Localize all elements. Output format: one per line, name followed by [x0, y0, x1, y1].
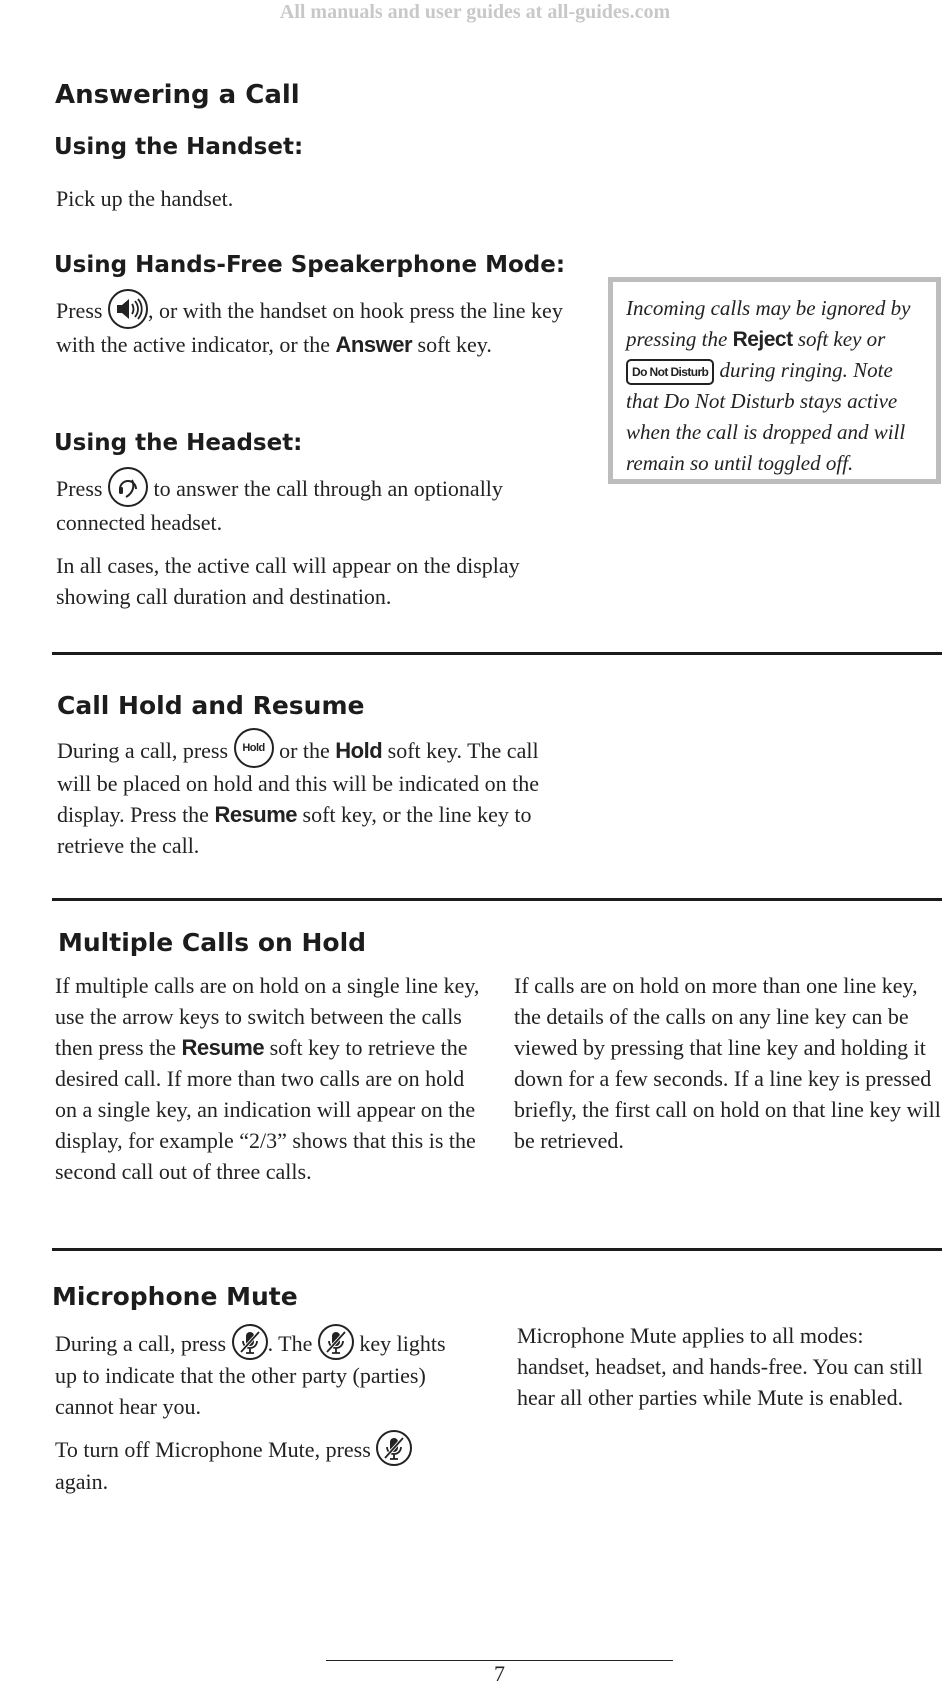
mute-text-1: During a call, press . The key lights up to indicate that the other party (parties) cannot hear you. [55, 1328, 465, 1422]
hold-key-icon: Hold [234, 728, 274, 768]
answering-title: Answering a Call [55, 80, 300, 110]
mute-right-text: Microphone Mute applies to all modes: handset, headset, and hands-free. You can still hear all other parties while Mute is enabled. [517, 1323, 923, 1410]
multiple-title: Multiple Calls on Hold [58, 928, 367, 957]
mute-icon [376, 1430, 412, 1466]
section-divider [52, 898, 942, 901]
watermark: All manuals and user guides at all-guides.com [279, 1, 671, 23]
headset-icon [108, 467, 148, 507]
mute-title: Microphone Mute [52, 1282, 298, 1311]
handset-heading: Using the Handset: [54, 134, 304, 160]
handset-text: Pick up the handset. [56, 186, 234, 211]
section-divider [52, 1248, 942, 1251]
reject-note-text: Incoming calls may be ignored by pressing the Reject soft key or Do Not Disturb during ringing. Note that Do Not Disturb stays active when the call is dropped and will remain so until toggled off. [626, 296, 911, 475]
speaker-heading: Using Hands-Free Speakerphone Mode: [54, 252, 566, 278]
speaker-text: Press , or with the handset on hook press the line key with the active indicator, or the Answer soft key. [56, 295, 566, 360]
multiple-left-text: If multiple calls are on hold on a single line key, use the arrow keys to switch between the calls then press the Resume soft key to retrieve the desired call. If more than two calls are on hold on a single key, an indication will appear on the display, for example “2/3” shows that this is the second call out of three calls. [55, 973, 480, 1184]
hold-text: During a call, press Hold or the Hold soft key. The call will be placed on hold and this will be indicated on the display. Press the Resume soft key, or the line key to retrieve the call. [57, 735, 557, 861]
do-not-disturb-key-icon: Do Not Disturb [626, 359, 714, 385]
all-cases-text: In all cases, the active call will appear on the display showing call duration and destination. [56, 553, 520, 609]
reject-note-box [608, 277, 941, 484]
multiple-right-text: If calls are on hold on more than one line key, the details of the calls on any line key can be viewed by pressing that line key and holding it down for a few seconds. If a line key is pressed briefly, the first call on hold on that line key will be retrieved. [514, 973, 941, 1153]
hold-title: Call Hold and Resume [57, 691, 365, 720]
headset-text: Press to answer the call through an optionally connected headset. [56, 473, 526, 538]
speaker-icon [108, 289, 148, 329]
section-divider [52, 652, 942, 655]
mute-text-2: To turn off Microphone Mute, press again. [55, 1434, 465, 1497]
page-number: 7 [494, 1661, 505, 1686]
mute-icon [318, 1324, 354, 1360]
headset-heading: Using the Headset: [54, 430, 303, 456]
mute-icon [232, 1324, 268, 1360]
